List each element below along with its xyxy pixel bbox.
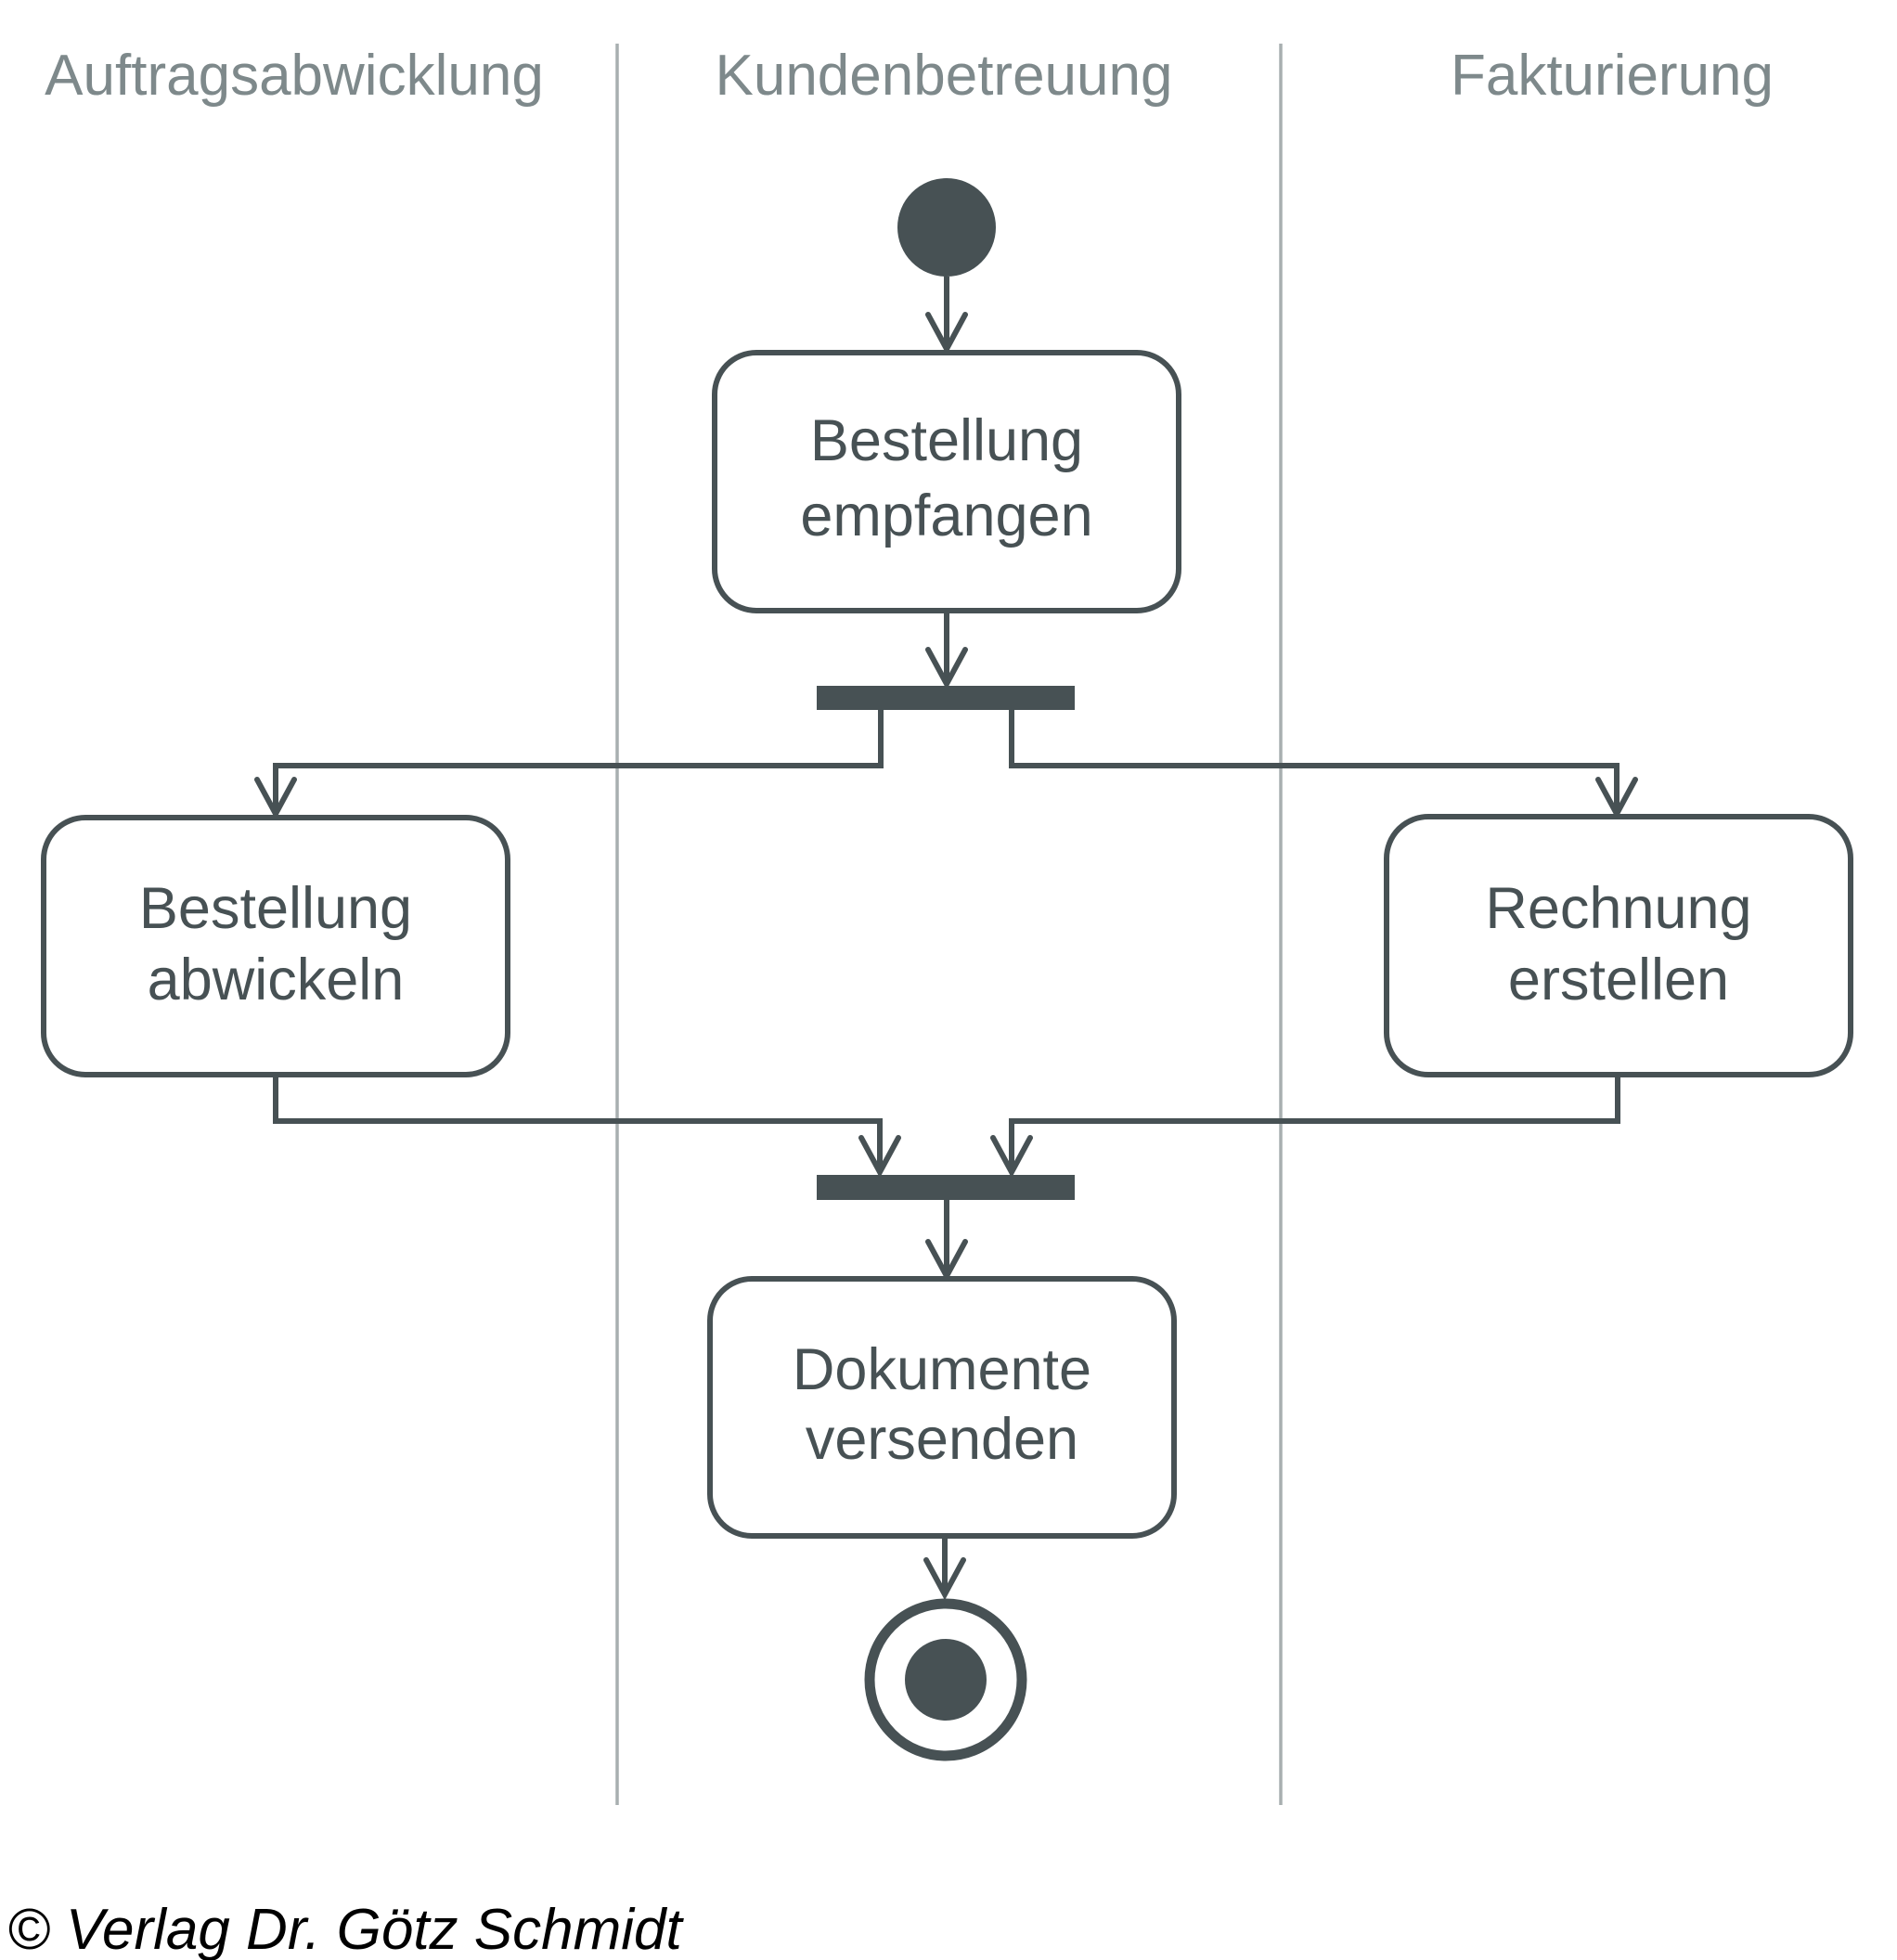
activity-rechnung-erstellen [1387, 817, 1851, 1075]
edge-abwickeln-to-join [276, 1075, 880, 1167]
activity-bestellung-empfangen [715, 353, 1179, 611]
copyright-text: © Verlag Dr. Götz Schmidt [7, 1898, 682, 1960]
edge-erstellen-to-join [1012, 1075, 1618, 1167]
activity-dokumente-versenden-line2: versenden [805, 1407, 1079, 1472]
activity-bestellung-empfangen-line2: empfangen [800, 484, 1093, 548]
end-node-core [905, 1639, 987, 1721]
join-bar [817, 1175, 1075, 1200]
lane-label-kundenbetreuung: Kundenbetreuung [715, 44, 1173, 108]
lane-label-auftragsabwicklung: Auftragsabwicklung [45, 44, 544, 108]
edge-fork-to-abwickeln [276, 710, 881, 809]
activity-bestellung-empfangen-line1: Bestellung [809, 408, 1084, 473]
activity-bestellung-abwickeln-line2: abwickeln [147, 948, 405, 1012]
lane-label-fakturierung: Fakturierung [1450, 44, 1774, 108]
activity-rechnung-erstellen-line2: erstellen [1507, 948, 1730, 1012]
start-node [897, 178, 996, 277]
activity-bestellung-abwickeln-line1: Bestellung [138, 876, 413, 941]
fork-bar [817, 686, 1075, 710]
activity-dokumente-versenden-line1: Dokumente [792, 1337, 1092, 1402]
activity-bestellung-abwickeln [44, 818, 508, 1075]
edge-fork-to-erstellen [1012, 710, 1617, 809]
activity-rechnung-erstellen-line1: Rechnung [1485, 876, 1752, 941]
